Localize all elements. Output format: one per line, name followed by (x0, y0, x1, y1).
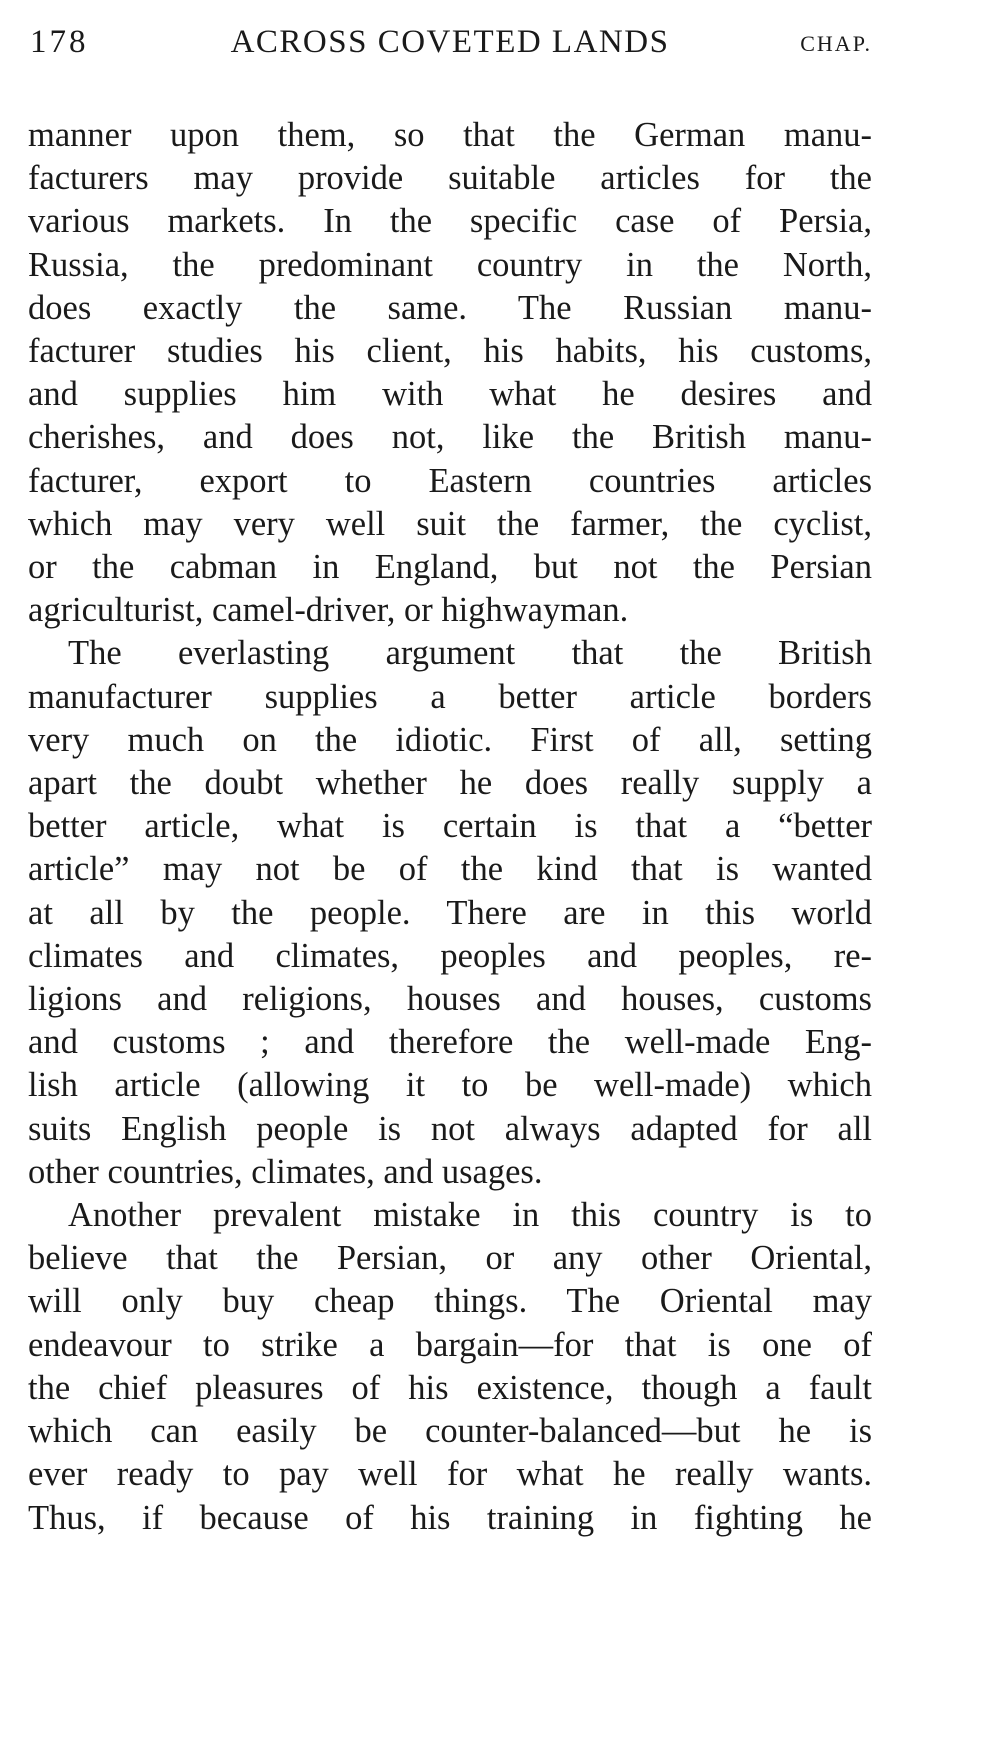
text-line: agriculturist, camel-driver, or highwayman. (28, 591, 629, 630)
text-line: or the cabman in England, but not the Persian (28, 548, 872, 587)
text-line: The everlasting argument that the British (68, 634, 872, 673)
text-line: climates and climates, peoples and peoples, re- (28, 936, 872, 975)
text-line: and supplies him with what he desires and (28, 375, 872, 414)
text-line: endeavour to strike a bargain—for that is one of (28, 1325, 872, 1364)
text-line: does exactly the same. The Russian manu- (28, 288, 872, 327)
body-text (28, 114, 872, 1540)
text-line: other countries, climates, and usages. (28, 1152, 543, 1191)
paragraph (28, 114, 872, 632)
text-line: apart the doubt whether he does really supply a (28, 764, 872, 803)
text-line: will only buy cheap things. The Oriental may (28, 1282, 872, 1321)
text-line: at all by the people. There are in this world (28, 893, 872, 932)
running-head (28, 20, 872, 76)
text-line: article” may not be of the kind that is wanted (28, 850, 872, 889)
paragraph (28, 1194, 872, 1540)
text-line: believe that the Persian, or any other Oriental, (28, 1239, 872, 1278)
running-title: ACROSS COVETED LANDS (230, 24, 670, 60)
text-line: Russia, the predominant country in the North, (28, 245, 872, 284)
chapter-mark: CHAP. (800, 31, 872, 56)
page-number: 178 (30, 24, 89, 60)
text-line: very much on the idiotic. First of all, setting (28, 720, 872, 759)
text-line: lish article (allowing it to be well-made) which (28, 1066, 872, 1105)
text-line: facturers may provide suitable articles for the (28, 159, 872, 198)
text-line: suits English people is not always adapted for all (28, 1109, 872, 1148)
text-line: Another prevalent mistake in this country is to (68, 1196, 872, 1235)
text-line: better article, what is certain is that a “better (28, 807, 872, 846)
text-line: and customs ; and therefore the well-made Eng- (28, 1023, 872, 1062)
text-line: manner upon them, so that the German manu- (28, 116, 872, 154)
text-line: the chief pleasures of his existence, though a fault (28, 1368, 872, 1407)
text-line: ever ready to pay well for what he really wants. (28, 1455, 872, 1494)
paragraph (28, 632, 872, 1194)
text-line: Thus, if because of his training in fighting he (28, 1498, 872, 1537)
text-line: which may very well suit the farmer, the cyclist, (28, 504, 872, 543)
text-line: which can easily be counter-balanced—but he is (28, 1412, 872, 1451)
book-page (28, 20, 872, 1540)
text-line: facturer studies his client, his habits, his customs, (28, 332, 872, 371)
text-line: manufacturer supplies a better article borders (28, 677, 872, 716)
text-line: facturer, export to Eastern countries articles (28, 461, 872, 500)
text-line: ligions and religions, houses and houses, customs (28, 980, 872, 1019)
text-line: cherishes, and does not, like the British manu- (28, 418, 872, 457)
text-line: various markets. In the specific case of Persia, (28, 202, 872, 241)
